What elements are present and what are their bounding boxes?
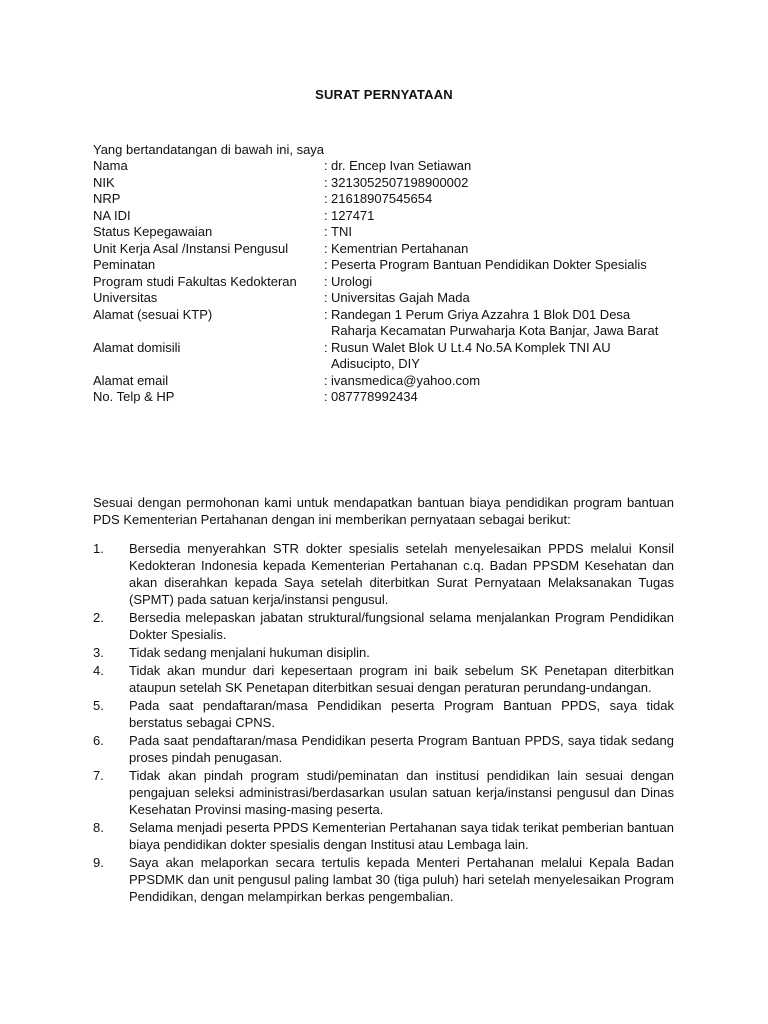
field-label: NRP [93, 191, 121, 206]
field-value: Peserta Program Bantuan Pendidikan Dokter Spesialis [331, 257, 647, 272]
field-value: Universitas Gajah Mada [331, 290, 470, 305]
field-label: Program studi Fakultas Kedokteran [93, 273, 297, 289]
field-label: Peminatan [93, 257, 156, 272]
field-row-alamat-ktp [93, 307, 693, 340]
field-row-telp [93, 389, 693, 406]
field-value: 3213052507198900002 [331, 174, 469, 190]
list-item-number: 9. [93, 855, 104, 870]
list-item [93, 644, 674, 661]
field-label: Alamat domisili [93, 339, 181, 355]
list-item-text: Bersedia menyerahkan STR dokter spesialis setelah menyelesaikan PPDS melalui Konsil Kedokteran Indonesia kepada Kementerian Pertahanan c.q. Badan PPSDM Kesehatan dan akan diserahkan kepada Saya setelah diterbitkan Surat Pernyataan Melaksanakan Tugas (SPMT) pada satuan kerja/instansi pengusul. [129, 541, 674, 607]
field-row-program-studi [93, 274, 693, 291]
field-label: Unit Kerja Asal /Instansi Pengusul [93, 240, 289, 256]
field-row-unit-kerja [93, 241, 693, 258]
list-item [93, 854, 674, 905]
field-colon: : [324, 290, 328, 305]
list-item [93, 609, 674, 643]
field-colon: : [324, 273, 328, 289]
list-item-text: Saya akan melaporkan secara tertulis kepada Menteri Pertahanan melalui Kepala Badan PPSDMK dan unit pengusul paling lambat 30 (tiga puluh) hari setelah menyelesaikan Program Pendidikan, dengan melampirkan berkas pengembalian. [129, 855, 674, 904]
field-label: Alamat email [93, 372, 169, 388]
intro-text: Yang bertandatangan di bawah ini, saya [93, 142, 325, 157]
field-row-nik [93, 175, 693, 192]
list-item [93, 540, 674, 608]
field-label: Universitas [93, 290, 158, 305]
field-colon: : [324, 372, 328, 388]
field-row-peminatan [93, 257, 693, 274]
field-row-universitas [93, 290, 693, 307]
list-item-number: 6. [93, 733, 104, 748]
field-row-nama [93, 158, 693, 175]
field-value: 21618907545654 [331, 191, 433, 206]
field-value: Rusun Walet Blok U Lt.4 No.5A Komplek TNI AU Adisucipto, DIY [331, 339, 611, 371]
list-item-number: 4. [93, 663, 104, 678]
list-item-text: Tidak akan mundur dari kepesertaan program ini baik sebelum SK Penetapan diterbitkan ataupun setelah SK Penetapan diterbitkan sesuai dengan peraturan perundang-undangan. [129, 663, 674, 695]
field-value: TNI [331, 224, 352, 239]
field-colon: : [324, 306, 328, 322]
list-item-text: Pada saat pendaftaran/masa Pendidikan peserta Program Bantuan PPDS, saya tidak sedang proses pindah penugasan. [129, 733, 674, 765]
field-value: 127471 [331, 207, 375, 223]
field-value: ivansmedica@yahoo.com [331, 372, 481, 388]
field-row-status [93, 224, 693, 241]
statement-paragraph: Sesuai dengan permohonan kami untuk mendapatkan bantuan biaya pendidikan program bantuan PDS Kementerian Pertahanan dengan ini memberikan pernyataan sebagai berikut: [93, 495, 674, 527]
field-colon: : [324, 191, 328, 206]
field-value: dr. Encep Ivan Setiawan [331, 158, 472, 173]
list-item [93, 819, 674, 853]
list-item-number: 1. [93, 541, 104, 556]
field-label: NIK [93, 174, 115, 190]
field-label: Alamat (sesuai KTP) [93, 306, 213, 322]
list-item-text: Tidak sedang menjalani hukuman disiplin. [129, 645, 370, 660]
identity-fields [93, 158, 693, 406]
field-row-alamat-domisili [93, 340, 693, 373]
list-item-number: 3. [93, 645, 104, 660]
field-label: No. Telp & HP [93, 389, 175, 404]
field-colon: : [324, 158, 328, 173]
field-row-nrp [93, 191, 693, 208]
statement-list [93, 540, 674, 906]
field-value: Urologi [331, 273, 373, 289]
list-item-number: 8. [93, 820, 104, 835]
list-item-text: Pada saat pendaftaran/masa Pendidikan peserta Program Bantuan PPDS, saya tidak berstatus sebagai CPNS. [129, 698, 674, 730]
list-item-text: Selama menjadi peserta PPDS Kementerian Pertahanan saya tidak terikat pemberian bantuan biaya pendidikan dokter spesialis dengan Institusi atau Lembaga lain. [129, 820, 674, 852]
list-item [93, 732, 674, 766]
field-row-na-idi [93, 208, 693, 225]
list-item-text: Bersedia melepaskan jabatan struktural/fungsional selama menjalankan Program Pendidikan Dokter Spesialis. [129, 610, 674, 642]
field-colon: : [324, 257, 328, 272]
field-value: Randegan 1 Perum Griya Azzahra 1 Blok D01 Desa Raharja Kecamatan Purwaharja Kota Banjar, Jawa Barat [331, 306, 659, 338]
list-item-number: 2. [93, 610, 104, 625]
list-item-number: 5. [93, 698, 104, 713]
field-label: Status Kepegawaian [93, 224, 213, 239]
field-colon: : [324, 240, 328, 256]
field-colon: : [324, 389, 328, 404]
field-value: Kementrian Pertahanan [331, 240, 469, 256]
field-value: 087778992434 [331, 389, 418, 404]
field-colon: : [324, 339, 328, 355]
list-item-number: 7. [93, 768, 104, 783]
field-row-email [93, 373, 693, 390]
field-label: NA IDI [93, 207, 131, 223]
list-item [93, 662, 674, 696]
document-title: SURAT PERNYATAAN [315, 87, 453, 102]
list-item-text: Tidak akan pindah program studi/peminatan dan institusi pendidikan lain sesuai dengan pengajuan seleksi administrasi/berdasarkan usulan satuan kerja/instansi pengusul dan Dinas Kesehatan Provinsi masing-masing peserta. [129, 768, 674, 817]
list-item [93, 697, 674, 731]
field-colon: : [324, 174, 328, 190]
field-label: Nama [93, 158, 128, 173]
list-item [93, 767, 674, 818]
field-colon: : [324, 224, 328, 239]
field-colon: : [324, 207, 328, 223]
